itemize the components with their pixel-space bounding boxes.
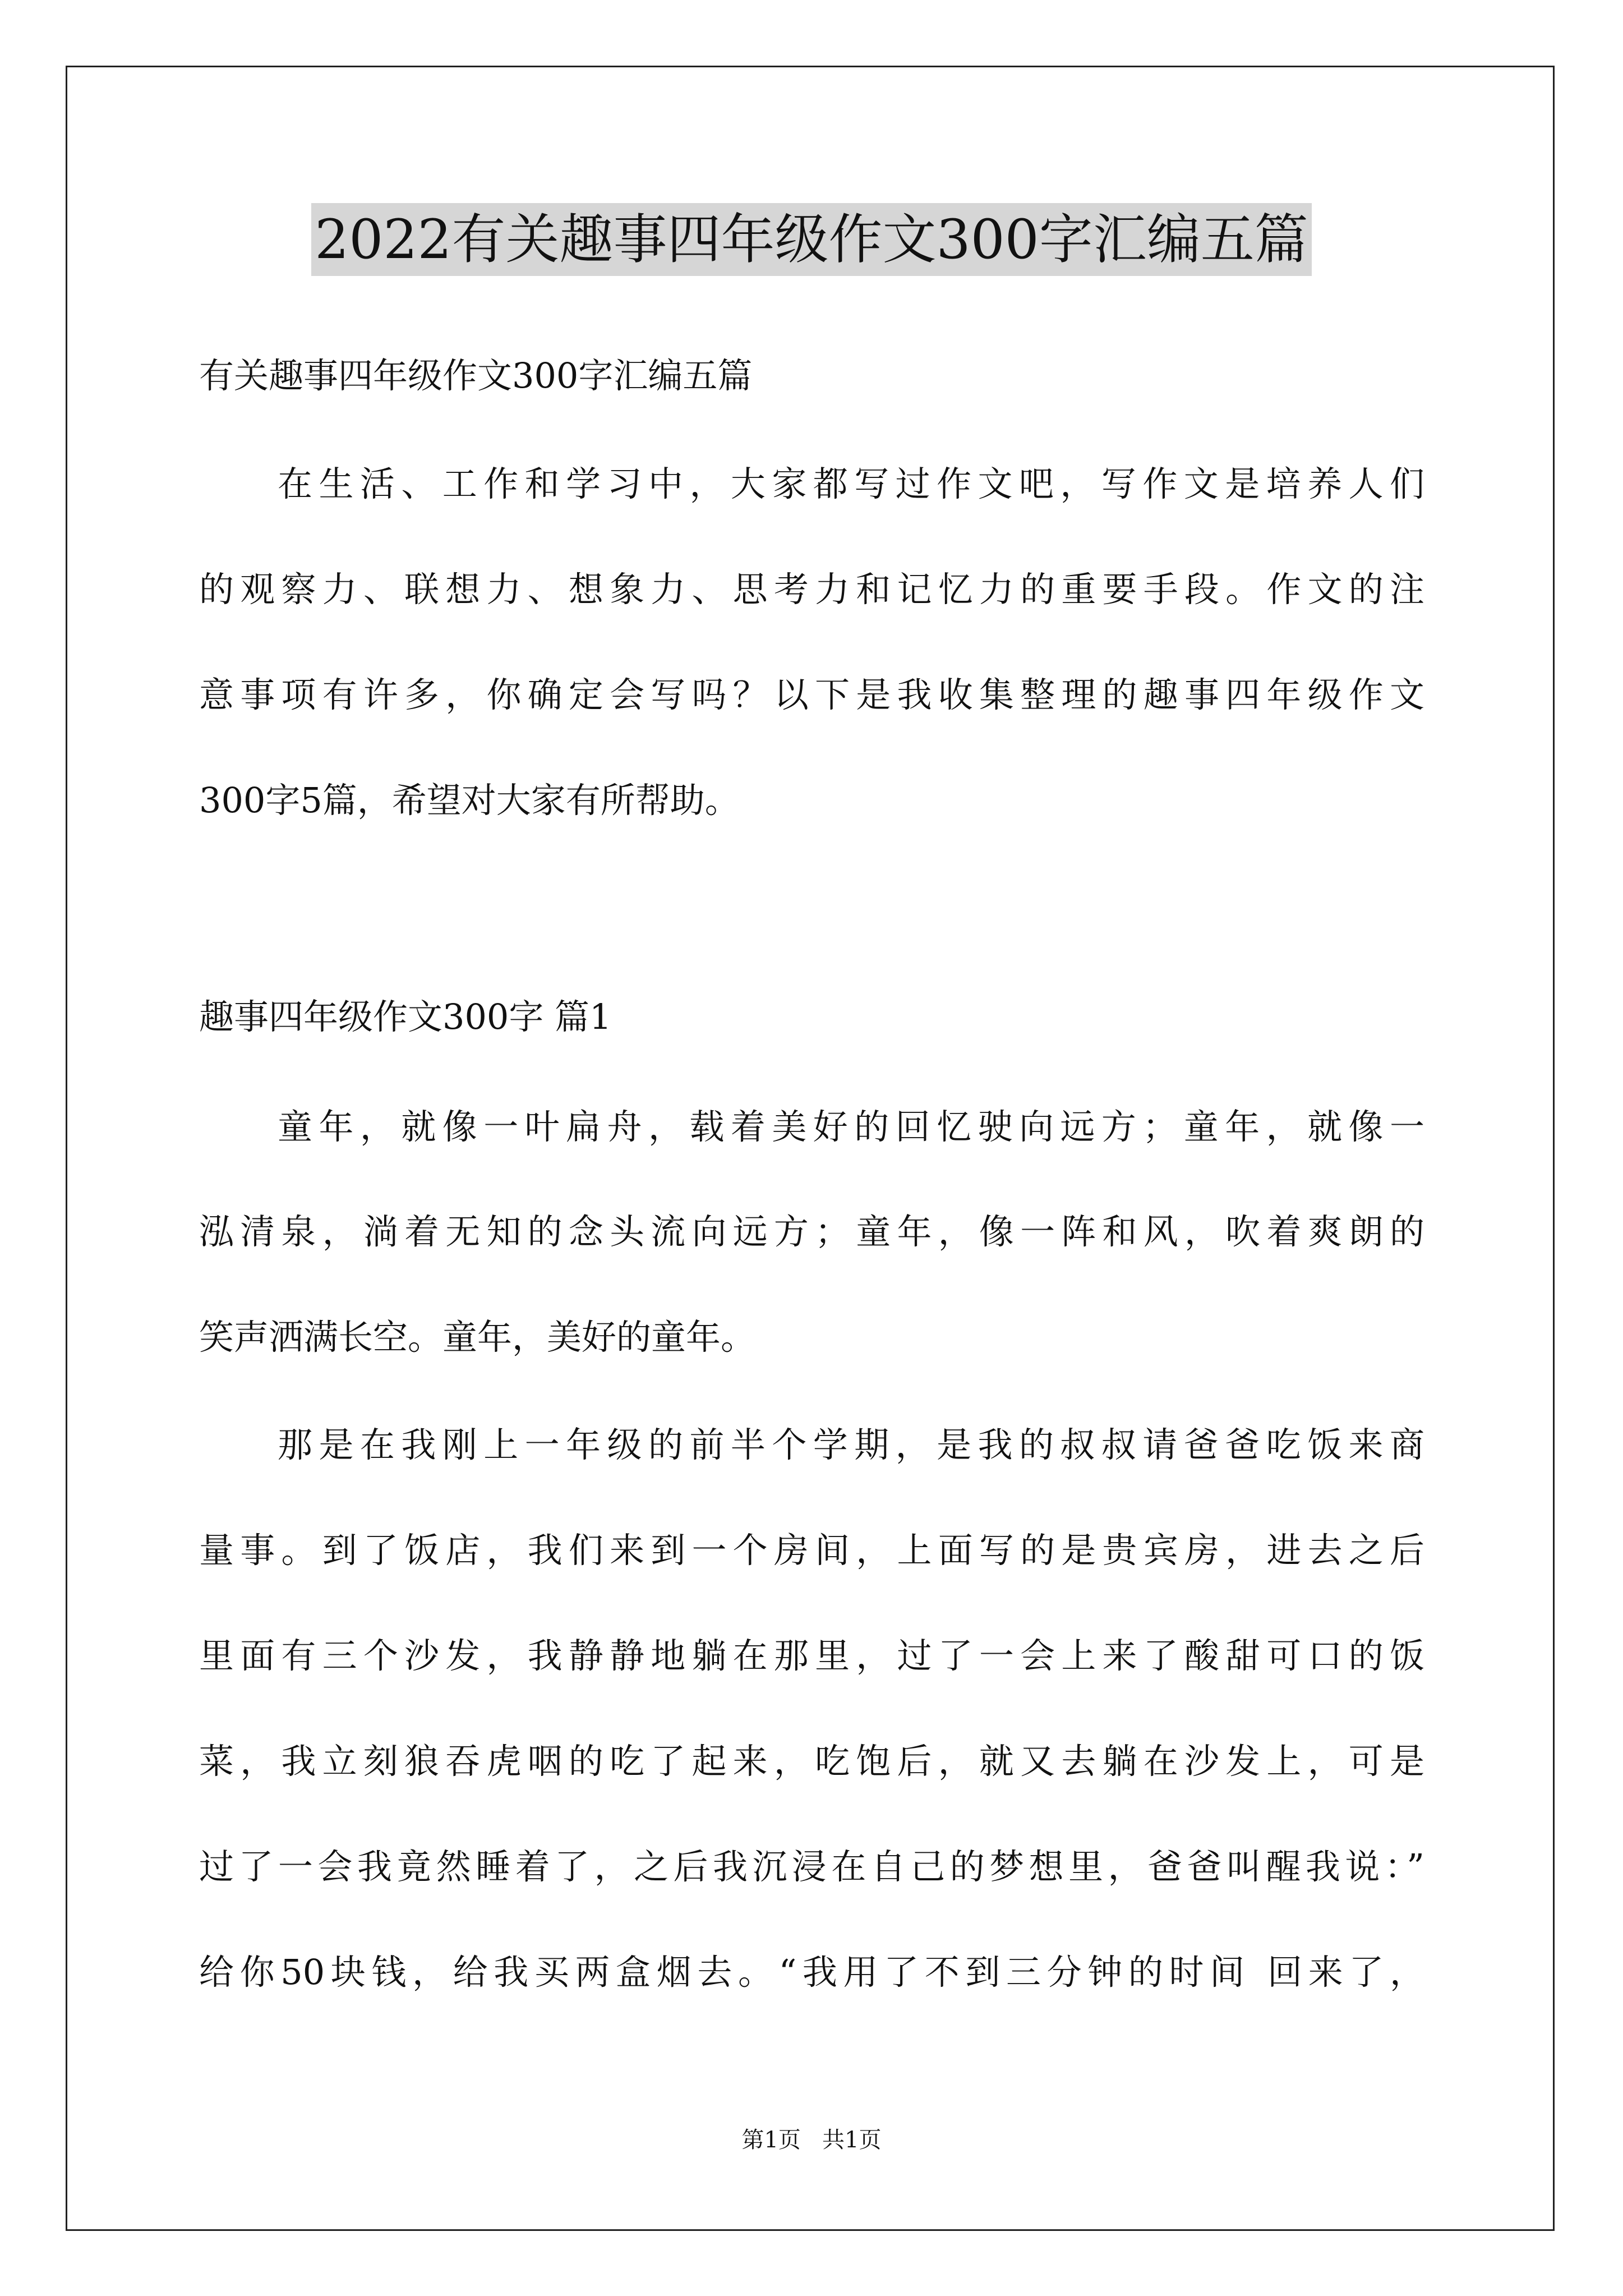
paragraph-line: 笑声洒满长空。童年，美好的童年。 xyxy=(199,1317,756,1358)
paragraph-line: 里面有三个沙发，我静静地躺在那里，过了一会上来了酸甜可口的饭 xyxy=(199,1635,1424,1676)
paragraph-line: 给你50块钱，给我买两盒烟去。“我用了不到三分钟的时间 回来了， xyxy=(199,1952,1424,1993)
paragraph-line: 童年，就像一叶扁舟，载着美好的回忆驶向远方；童年，就像一 xyxy=(278,1106,1424,1147)
paragraph-line: 泓清泉，淌着无知的念头流向远方；童年，像一阵和风，吹着爽朗的 xyxy=(199,1211,1424,1252)
title-container xyxy=(0,203,1623,276)
section-heading: 趣事四年级作文300字 篇1 xyxy=(199,996,612,1037)
document-subtitle: 有关趣事四年级作文300字汇编五篇 xyxy=(199,355,753,396)
intro-line: 的观察力、联想力、想象力、思考力和记忆力的重要手段。作文的注 xyxy=(199,569,1424,610)
paragraph-line: 那是在我刚上一年级的前半个学期，是我的叔叔请爸爸吃饭来商 xyxy=(278,1424,1424,1465)
intro-line: 300字5篇，希望对大家有所帮助。 xyxy=(199,780,740,821)
intro-line: 在生活、工作和学习中，大家都写过作文吧，写作文是培养人们 xyxy=(278,463,1424,504)
page-number: 第1页 共1页 xyxy=(741,2127,882,2153)
intro-line: 意事项有许多，你确定会写吗？以下是我收集整理的趣事四年级作文 xyxy=(199,674,1424,715)
document-title: 2022有关趣事四年级作文300字汇编五篇 xyxy=(311,203,1312,276)
paragraph-line: 量事。到了饭店，我们来到一个房间，上面写的是贵宾房，进去之后 xyxy=(199,1530,1424,1571)
paragraph-line: 菜，我立刻狼吞虎咽的吃了起来，吃饱后，就又去躺在沙发上，可是 xyxy=(199,1741,1424,1782)
paragraph-line: 过了一会我竟然睡着了，之后我沉浸在自己的梦想里，爸爸叫醒我说：” xyxy=(199,1846,1424,1887)
